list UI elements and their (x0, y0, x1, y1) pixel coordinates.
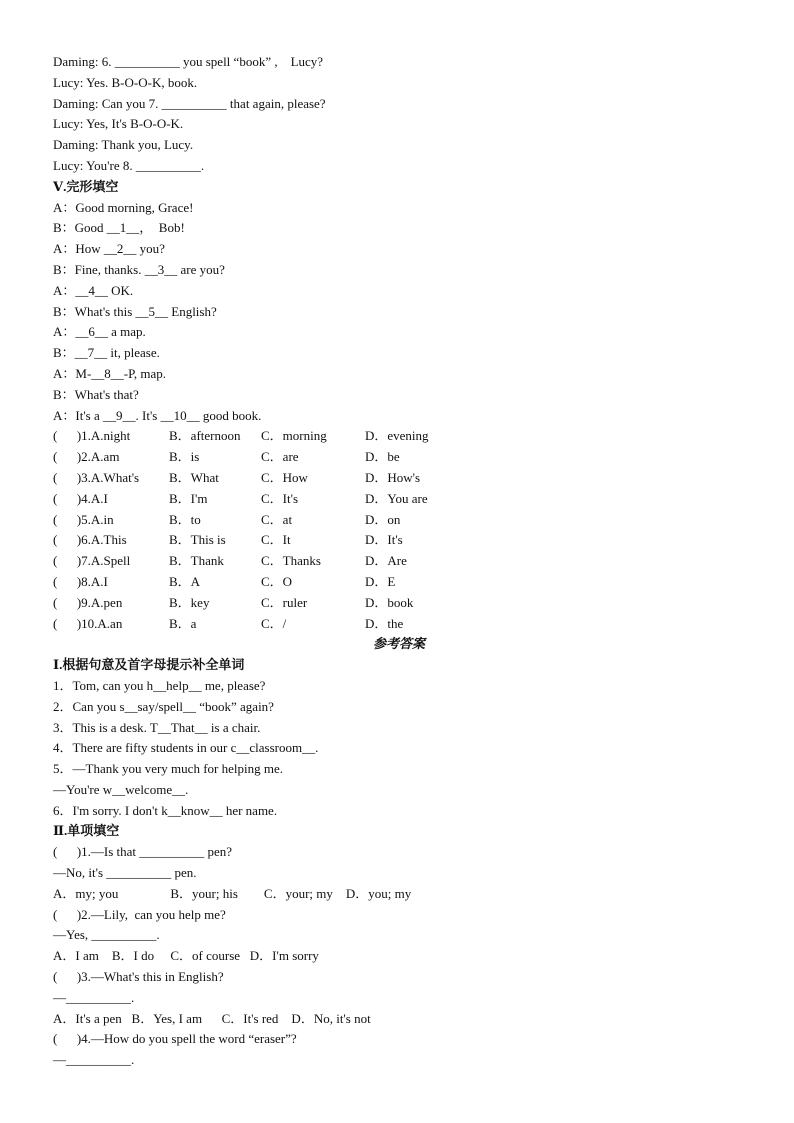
option-b: B．Thank (169, 553, 224, 569)
passage-line: A：Good morning, Grace! (53, 199, 194, 215)
passage-line: A：It's a __9__. It's __10__ good book. (53, 407, 262, 423)
question-row (53, 530, 753, 551)
option-d: D．book (365, 594, 414, 610)
option-d: D．on (365, 511, 401, 527)
option-d: D．It's (365, 532, 403, 548)
section-5-heading: Ⅴ.完形填空 (53, 178, 119, 194)
answer-line: 3．This is a desk. T__That__ is a chair. (53, 719, 261, 735)
option-d: D．evening (365, 428, 429, 444)
question-row (53, 447, 753, 468)
question-number-option-a: ( )1.A.night (53, 428, 131, 444)
answer-line: 2．Can you s__say/spell__ “book” again? (53, 698, 274, 714)
passage-line: B：Good __1__， Bob! (53, 220, 185, 236)
answers-2-list (53, 842, 753, 1071)
answer-line: 6．I'm sorry. I don't k__know__ her name. (53, 802, 278, 818)
dialogue-line: Lucy: Yes, It's B-O-O-K. (53, 116, 184, 132)
passage-line: B：Fine, thanks. __3__ are you? (53, 261, 225, 277)
dialogue-line: Lucy: You're 8. __________. (53, 157, 205, 173)
cloze-questions (53, 426, 753, 634)
option-d: D．You are (365, 490, 428, 506)
option-c: C．at (261, 511, 293, 527)
question-line: ( )4.—How do you spell the word “eraser”? (53, 1031, 297, 1047)
question-number-option-a: ( )9.A.pen (53, 594, 123, 610)
question-number-option-a: ( )8.A.I (53, 573, 108, 589)
option-b: B．What (169, 469, 219, 485)
answer-line: 4．There are fifty students in our c__classroom__. (53, 740, 319, 756)
passage-line: A：__6__ a map. (53, 324, 146, 340)
option-d: D．E (365, 573, 396, 589)
option-b: B．afternoon (169, 428, 241, 444)
question-line: A．my; you B．your; his C．your; my D．you; my (53, 885, 412, 901)
passage-line: A：__4__ OK. (53, 282, 134, 298)
passage-line: B：__7__ it, please. (53, 345, 160, 361)
question-row (53, 572, 753, 593)
question-row (53, 614, 753, 635)
dialogue-line: Daming: Thank you, Lucy. (53, 137, 194, 153)
question-line: —__________. (53, 1052, 135, 1068)
option-c: C．ruler (261, 594, 308, 610)
option-b: B．This is (169, 532, 226, 548)
question-number-option-a: ( )6.A.This (53, 532, 127, 548)
answer-line: —You're w__welcome__. (53, 781, 189, 797)
question-row (53, 468, 753, 489)
answers-1-heading: Ⅰ.根据句意及首字母提示补全单词 (53, 657, 245, 673)
passage-line: A：How __2__ you? (53, 241, 165, 257)
answers-1-list (53, 676, 753, 822)
answers-2-heading: Ⅱ.单项填空 (53, 823, 120, 839)
question-row (53, 551, 753, 572)
passage-line: B：What's that? (53, 386, 139, 402)
question-line: —Yes, __________. (53, 927, 160, 943)
question-row (53, 489, 753, 510)
passage-line: A：M-__8__-P, map. (53, 365, 167, 381)
question-line: ( )2.—Lily, can you help me? (53, 906, 226, 922)
question-number-option-a: ( )2.A.am (53, 449, 120, 465)
question-line: ( )1.—Is that __________ pen? (53, 844, 233, 860)
cloze-passage (53, 198, 753, 427)
question-number-option-a: ( )5.A.in (53, 511, 114, 527)
dialogue-line: Lucy: Yes. B-O-O-K, book. (53, 74, 198, 90)
dialogue-line: Daming: Can you 7. __________ that again, please? (53, 95, 326, 111)
question-line: A．I am B．I do C．of course D．I'm sorry (53, 948, 319, 964)
question-number-option-a: ( )4.A.I (53, 490, 108, 506)
option-d: D．How's (365, 469, 421, 485)
question-row (53, 510, 753, 531)
dialogue-line: Daming: 6. __________ you spell “book” , Lucy? (53, 54, 324, 69)
question-row (53, 426, 753, 447)
option-c: C．morning (261, 428, 327, 444)
question-number-option-a: ( )3.A.What's (53, 469, 140, 485)
option-c: C．How (261, 469, 308, 485)
answer-key-title: 参考答案 (372, 636, 425, 652)
question-number-option-a: ( )10.A.an (53, 615, 123, 631)
question-line: ( )3.—What's this in English? (53, 969, 224, 985)
option-b: B．A (169, 573, 201, 589)
answer-line: 5．—Thank you very much for helping me. (53, 761, 283, 777)
answer-line: 1．Tom, can you h__help__ me, please? (53, 677, 266, 693)
option-d: D．the (365, 615, 404, 631)
question-line: —No, it's __________ pen. (53, 865, 197, 881)
option-d: D．Are (365, 553, 407, 569)
dialogue-section (53, 52, 753, 177)
option-c: C．/ (261, 615, 287, 631)
option-c: C．It (261, 532, 291, 548)
option-c: C．Thanks (261, 553, 321, 569)
option-b: B．a (169, 615, 197, 631)
worksheet-page (53, 52, 753, 1071)
option-c: C．are (261, 449, 299, 465)
option-b: B．key (169, 594, 210, 610)
option-c: C．It's (261, 490, 299, 506)
question-number-option-a: ( )7.A.Spell (53, 553, 131, 569)
option-c: C．O (261, 573, 293, 589)
option-d: D．be (365, 449, 400, 465)
option-b: B．is (169, 449, 200, 465)
option-b: B．I'm (169, 490, 208, 506)
option-b: B．to (169, 511, 201, 527)
passage-line: B：What's this __5__ English? (53, 303, 217, 319)
question-line: —__________. (53, 989, 135, 1005)
question-row (53, 593, 753, 614)
question-line: A．It's a pen B．Yes, I am C．It's red D．No, it's not (53, 1010, 371, 1026)
